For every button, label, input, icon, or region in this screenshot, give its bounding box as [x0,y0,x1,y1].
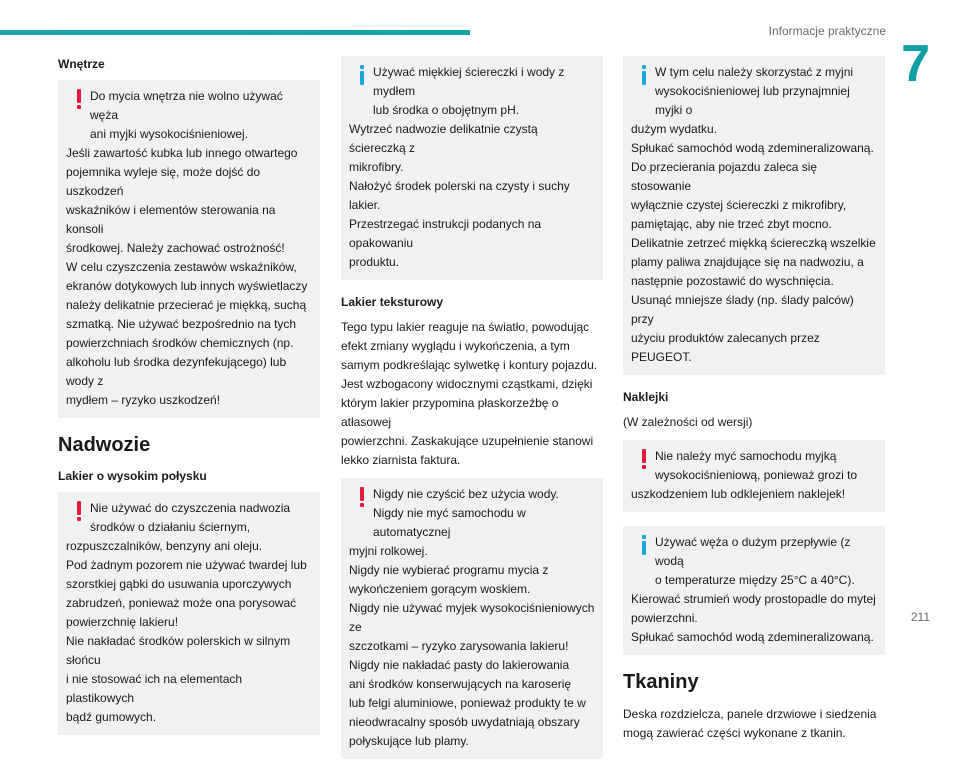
text-line: Nie należy myć samochodu myjką [655,449,837,463]
info-box-washing [623,56,885,375]
text-line: ani środków konserwujących na karoserię [349,677,572,691]
info-box-polish [341,56,603,280]
paragraph-tkaniny [623,705,885,743]
text-line: Nie nakładać środków polerskich w silnym słońcu [66,634,291,667]
text-line: myjni rolkowej. [349,544,428,558]
page-number: 211 [910,610,930,624]
warning-box-textured [341,478,603,759]
text-line: produktu. [349,255,400,269]
text-line: nieodwracalny sposób uwydatniają obszary [349,715,580,729]
text-line: wyłącznie czystej ściereczki z mikrofibry, [631,198,847,212]
text-line: Nie używać do czyszczenia nadwozia [90,501,291,515]
column-2 [341,56,603,773]
text-line: Pod żadnym pozorem nie używać twardej lub [66,558,307,572]
column-1 [58,56,320,749]
heading-lakier-teksturowy: Lakier teksturowy [341,295,444,309]
text-line: należy delikatnie przecierać je miękką, suchą [66,298,307,312]
heading-wnetrze: Wnętrze [58,57,105,71]
text-line: wysokociśnieniowej lub przynajmniej myjki o [655,84,850,117]
text-line: Jest wzbogacony widocznymi cząstkami, dzięki [341,377,593,391]
text-line: dużym wydatku. [631,122,718,136]
text-line: środków o działaniu ściernym, [90,520,251,534]
text-line: efekt zmiany wyglądu i wykończenia, a tym [341,339,570,353]
text-line: Tego typu lakier reaguje na światło, powodując [341,320,590,334]
text-line: Deska rozdzielcza, panele drzwiowe i siedzenia [623,707,877,721]
heading-lakier-polysk: Lakier o wysokim połysku [58,469,207,483]
text-line: rozpuszczalników, benzyny ani oleju. [66,539,263,553]
text-line: którym lakier przypomina płaskorzeźbę o atłasowej [341,396,559,429]
text-line: Nigdy nie myć samochodu w automatycznej [373,506,526,539]
text-line: uszkodzeniem lub odklejeniem naklejek! [631,487,846,501]
text-line: szorstkiej gąbki do usuwania uporczywych [66,577,292,591]
warning-box-interior [58,80,320,418]
text-line: plamy paliwa znajdujące się na nadwoziu, a [631,255,864,269]
info-icon [359,65,364,85]
text-line: Jeśli zawartość kubka lub innego otwartego [66,146,298,160]
text-line: Używać miękkiej ściereczki i wody z mydłem [373,65,565,98]
text-line: Spłukać samochód wodą zdemineralizowaną. [631,630,874,644]
text-line: wykończeniem gorącym woskiem. [349,582,531,596]
text-line: Do mycia wnętrza nie wolno używać węża [90,89,283,122]
text-line: Usunąć mniejsze ślady (np. ślady palców) przy [631,293,854,326]
text-line: powierzchnię lakieru! [66,615,179,629]
text-line: powierzchniach środków chemicznych (np. [66,336,294,350]
text-line: powierzchni. [631,611,698,625]
text-line: ekranów dotykowych lub innych wyświetlaczy [66,279,308,293]
heading-tkaniny: Tkaniny [623,671,699,693]
text-line: i nie stosować ich na elementach plastikowych [66,672,243,705]
chapter-number: 7 [901,35,930,93]
text-line: lub środka o obojętnym pH. [373,103,520,117]
text-line: alkoholu lub środka dezynfekującego) lub wody z [66,355,287,388]
paragraph-teksturowy [341,318,603,470]
text-line: Delikatnie zetrzeć miękką ściereczką wszelkie [631,236,876,250]
text-line: Kierować strumień wody prostopadle do mytej [631,592,876,606]
warning-exclamation-icon [641,449,646,469]
warning-box-body [58,492,320,735]
header-accent-bar [0,30,470,35]
text-line: wskaźników i elementów sterowania na konsoli [66,203,276,236]
heading-nadwozie: Nadwozie [58,434,151,456]
text-line: mydłem – ryzyko uszkodzeń! [66,393,221,407]
naklejki-note: (W zależności od wersji) [623,415,753,429]
text-line: Wytrzeć nadwozie delikatnie czystą ściereczką z [349,122,538,155]
text-line: lub felgi aluminiowe, ponieważ produkty te w [349,696,586,710]
heading-naklejki: Naklejki [623,390,669,404]
info-icon [641,535,646,555]
text-line: wysokociśnieniową, ponieważ grozi to [655,468,858,482]
info-icon [641,65,646,85]
text-line: Do przecierania pojazdu zaleca się stosowanie [631,160,818,193]
text-line: Nigdy nie używać myjek wysokociśnieniowych ze [349,601,595,634]
text-line: Nigdy nie wybierać programu mycia z [349,563,549,577]
text-line: mogą zawierać części wykonane z tkanin. [623,726,846,740]
text-line: użyciu produktów zalecanych przez PEUGEOT. [631,331,820,364]
text-line: pojemnika wyleje się, może dojść do uszkodzeń [66,165,261,198]
info-box-hose [623,526,885,655]
warning-exclamation-icon [76,89,81,109]
column-3 [623,56,885,751]
text-line: powierzchni. Zaskakujące uzupełnienie stanowi [341,434,594,448]
text-line: Przestrzegać instrukcji podanych na opakowaniu [349,217,542,250]
text-line: połyskujące lub plamy. [349,734,469,748]
text-line: o temperaturze między 25°C a 40°C). [655,573,855,587]
text-line: samym podkreślając sylwetkę i kontury pojazdu. [341,358,598,372]
text-line: bądź gumowych. [66,710,157,724]
text-line: W tym celu należy skorzystać z myjni [655,65,854,79]
text-line: Spłukać samochód wodą zdemineralizowaną. [631,141,874,155]
text-line: Nigdy nie nakładać pasty do lakierowania [349,658,570,672]
warning-exclamation-icon [359,487,364,507]
text-line: następnie pozostawić do wyschnięcia. [631,274,834,288]
warning-box-stickers [623,440,885,512]
text-line: lekko ziarnista faktura. [341,453,461,467]
text-line: szmatką. Nie używać bezpośrednio na tych [66,317,297,331]
text-line: mikrofibry. [349,160,404,174]
warning-exclamation-icon [76,501,81,521]
text-line: Używać węża o dużym przepływie (z wodą [655,535,851,568]
text-line: Nałożyć środek polerski na czysty i suchy lakier. [349,179,570,212]
text-line: szczotkami – ryzyko zarysowania lakieru! [349,639,569,653]
text-line: środkowej. Należy zachować ostrożność! [66,241,285,255]
section-title: Informacje praktyczne [768,24,886,38]
text-line: W celu czyszczenia zestawów wskaźników, [66,260,297,274]
text-line: ani myjki wysokociśnieniowej. [90,127,249,141]
text-line: zabrudzeń, ponieważ może ona porysować [66,596,297,610]
text-line: pamiętając, aby nie trzeć zbyt mocno. [631,217,832,231]
text-line: Nigdy nie czyścić bez użycia wody. [373,487,559,501]
